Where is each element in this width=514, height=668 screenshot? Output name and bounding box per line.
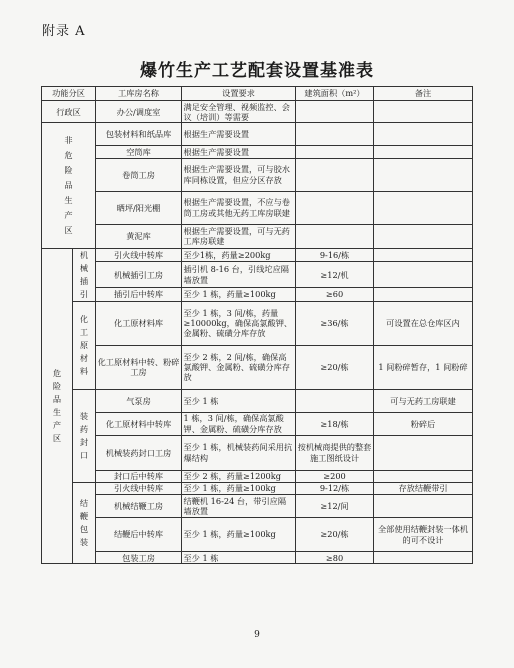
area: ≥80 [296, 552, 374, 564]
requirement: 至少 1 栋，3 间/栋，药量≥10000kg，确保高氯酸钾、金属粉、硫磺分库存放 [182, 301, 296, 345]
requirement: 至少 1 栋 [182, 552, 296, 564]
requirement: 根据生产需要设置，不应与卷筒工房或其他无药工库房联建 [182, 191, 296, 224]
requirement: 根据生产需要设置，可与无药工库房联建 [182, 224, 296, 248]
standard-table [41, 86, 473, 564]
area: ≥20/栋 [296, 345, 374, 389]
table-row [42, 158, 473, 191]
note: 1 间粉碎暂存，1 间粉碎 [374, 345, 473, 389]
note [374, 224, 473, 248]
note: 粉碎后 [374, 412, 473, 435]
room-name: 插引后中转库 [96, 287, 182, 301]
note: 存放结鞭带引 [374, 482, 473, 494]
requirement: 根据生产需要设置 [182, 123, 296, 146]
table-row [42, 518, 473, 552]
subzone-chemical-materials: 化工原材料 [73, 301, 96, 389]
requirement: 至少 1 栋，药量≥100kg [182, 287, 296, 301]
requirement: 满足安全管理、视频监控、会议（培训）等需要 [182, 101, 296, 123]
table-row [42, 470, 473, 482]
room-name: 化工原材料中转库 [96, 412, 182, 435]
room-name: 卷筒工房 [96, 158, 182, 191]
table-row [42, 123, 473, 146]
area: ≥18/栋 [296, 412, 374, 435]
zone-hazardous: 危险品生产区 [42, 248, 73, 564]
note [374, 552, 473, 564]
header-row [42, 87, 473, 101]
table-row [42, 482, 473, 494]
table-row [42, 146, 473, 158]
area [296, 101, 374, 123]
table-row [42, 495, 473, 518]
appendix-label: 附录 A [42, 24, 86, 39]
zone-non-hazardous: 非危险品生产区 [42, 123, 96, 248]
table-row [42, 552, 473, 564]
area: ≥200 [296, 470, 374, 482]
requirement: 根据生产需要设置 [182, 146, 296, 158]
area [296, 224, 374, 248]
header-room: 工库房名称 [96, 87, 182, 101]
table-row [42, 248, 473, 262]
subzone-charging-sealing: 装药封口 [73, 389, 96, 482]
requirement: 至少 1 栋，机械装药间采用抗爆结构 [182, 435, 296, 470]
area: ≥12/间 [296, 495, 374, 518]
room-name: 包装材料和纸品库 [96, 123, 182, 146]
area: ≥60 [296, 287, 374, 301]
note [374, 191, 473, 224]
note [374, 101, 473, 123]
header-area: 建筑面积（m²） [296, 87, 374, 101]
room-name: 办公/调度室 [96, 101, 182, 123]
area: 按机械商提供的整套施工图纸设计 [296, 435, 374, 470]
requirement: 1 栋，3 间/栋，确保高氯酸钾、金属粉、硫磺分库存放 [182, 412, 296, 435]
room-name: 晒坪/阳光棚 [96, 191, 182, 224]
room-name: 空筒库 [96, 146, 182, 158]
requirement: 根据生产需要设置，可与胶水库同栋设置，但应分区存放 [182, 158, 296, 191]
area [296, 146, 374, 158]
table-row [42, 101, 473, 123]
room-name: 机械结鞭工房 [96, 495, 182, 518]
requirement: 至少1栋，药量≥200kg [182, 248, 296, 262]
requirement: 至少 2 栋，药量≥1200kg [182, 470, 296, 482]
area [296, 191, 374, 224]
area: ≥12/机 [296, 262, 374, 288]
room-name: 封口后中转库 [96, 470, 182, 482]
room-name: 引火线中转库 [96, 482, 182, 494]
room-name: 机械插引工房 [96, 262, 182, 288]
room-name: 结鞭后中转库 [96, 518, 182, 552]
requirement: 至少 1 栋，药量≥100kg [182, 518, 296, 552]
table-row [42, 389, 473, 412]
area: 9-12/栋 [296, 482, 374, 494]
requirement: 结鞭机 16-24 台，带引应隔墙放置 [182, 495, 296, 518]
header-requirement: 设置要求 [182, 87, 296, 101]
header-note: 备注 [374, 87, 473, 101]
table-row [42, 262, 473, 288]
note: 全部使用结鞭封装一体机的可不设计 [374, 518, 473, 552]
note [374, 435, 473, 470]
table-row [42, 224, 473, 248]
note [374, 158, 473, 191]
note [374, 248, 473, 262]
page-number: 9 [254, 630, 260, 640]
area: ≥36/栋 [296, 301, 374, 345]
room-name: 化工原材料库 [96, 301, 182, 345]
note [374, 262, 473, 288]
note [374, 287, 473, 301]
table-row [42, 287, 473, 301]
note [374, 146, 473, 158]
area: ≥20/栋 [296, 518, 374, 552]
requirement: 插引机 8-16 台，引线坨应隔墙放置 [182, 262, 296, 288]
table-row [42, 345, 473, 389]
area: 9-16/栋 [296, 248, 374, 262]
note [374, 470, 473, 482]
header-zone: 功能分区 [42, 87, 96, 101]
table-row [42, 435, 473, 470]
requirement: 至少 2 栋，2 间/栋，确保高氯酸钾、金属粉、硫磺分库存放 [182, 345, 296, 389]
subzone-bundling-packing: 结鞭包装 [73, 482, 96, 563]
note: 可设置在总仓库区内 [374, 301, 473, 345]
room-name: 引火线中转库 [96, 248, 182, 262]
subzone-mechanical-insert: 机械插引 [73, 248, 96, 301]
room-name: 化工原材料中转、粉碎工房 [96, 345, 182, 389]
room-name: 黄泥库 [96, 224, 182, 248]
requirement: 至少 1 栋，药量≥100kg [182, 482, 296, 494]
table-row [42, 412, 473, 435]
area [296, 123, 374, 146]
area [296, 158, 374, 191]
table-row [42, 191, 473, 224]
area [296, 389, 374, 412]
note: 可与无药工房联建 [374, 389, 473, 412]
table-row [42, 301, 473, 345]
note [374, 123, 473, 146]
note [374, 495, 473, 518]
table-title: 爆竹生产工艺配套设置基准表 [140, 61, 374, 81]
room-name: 包装工房 [96, 552, 182, 564]
room-name: 机械装药封口工房 [96, 435, 182, 470]
room-name: 气泵房 [96, 389, 182, 412]
requirement: 至少 1 栋 [182, 389, 296, 412]
zone-admin: 行政区 [42, 101, 96, 123]
